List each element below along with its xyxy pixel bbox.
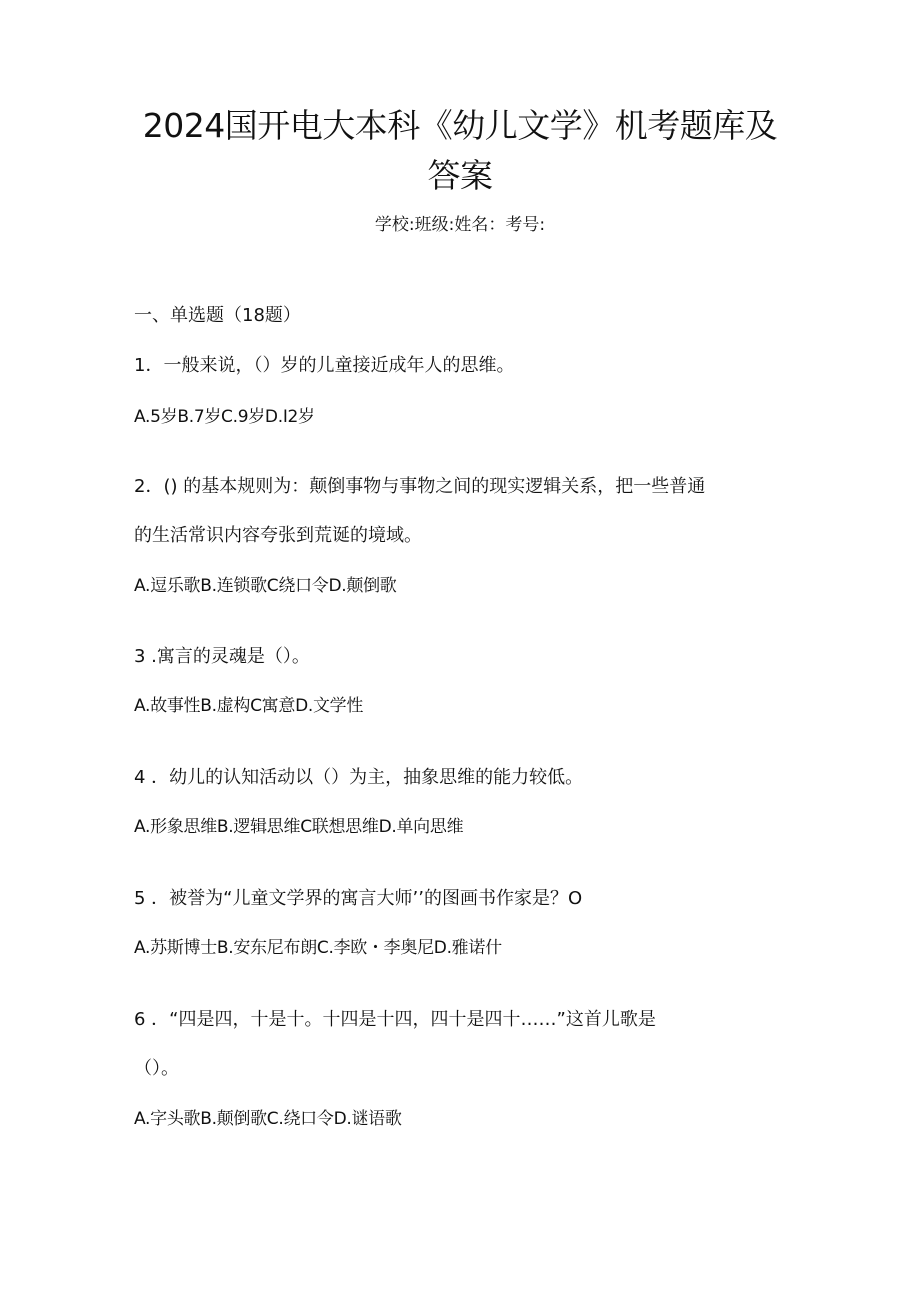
question-5-stem: 5 ．被誉为“儿童文学界的寓言大师’’的图画书作家是？O: [134, 888, 583, 909]
question-4-options: A.形象思维B.逻辑思维C联想思维D.单向思维: [134, 817, 464, 837]
question-6-stem-line-1: 6 ．“四是四，十是十。十四是十四，四十是四十……”这首儿歌是: [134, 1009, 656, 1030]
question-2-stem-line-2: 的生活常识内容夸张到荒诞的境域。: [134, 525, 422, 546]
question-1-options: A.5岁B.7岁C.9岁D.I2岁: [134, 407, 315, 427]
question-4-stem: 4 ．幼儿的认知活动以（）为主，抽象思维的能力较低。: [134, 767, 584, 788]
question-3-stem: 3 .寓言的灵魂是（）。: [134, 646, 310, 667]
question-6-stem-line-2: （）。: [134, 1058, 179, 1079]
document-title-line-1: 2024国开电大本科《幼儿文学》机考题库及: [142, 106, 778, 145]
question-1-stem: 1．一般来说，（）岁的儿童接近成年人的思维。: [134, 355, 515, 376]
question-5-options: A.苏斯博士B.安东尼布朗C.李欧・李奥尼D.雅诺什: [134, 938, 502, 958]
question-3-options: A.故事性B.虚构C寓意D.文学性: [134, 696, 364, 716]
question-2-stem-line-1: 2．() 的基本规则为：颠倒事物与事物之间的现实逻辑关系，把一些普通: [134, 476, 706, 497]
section-heading: 一、单选题（18题）: [134, 305, 301, 326]
student-info-line: 学校:班级:姓名：考号:: [374, 215, 546, 235]
question-2-options: A.逗乐歌B.连锁歌C绕口令D.颠倒歌: [134, 576, 397, 596]
question-6-options: A.字头歌B.颠倒歌C.绕口令D.谜语歌: [134, 1109, 402, 1129]
document-title-line-2: 答案: [427, 156, 493, 195]
